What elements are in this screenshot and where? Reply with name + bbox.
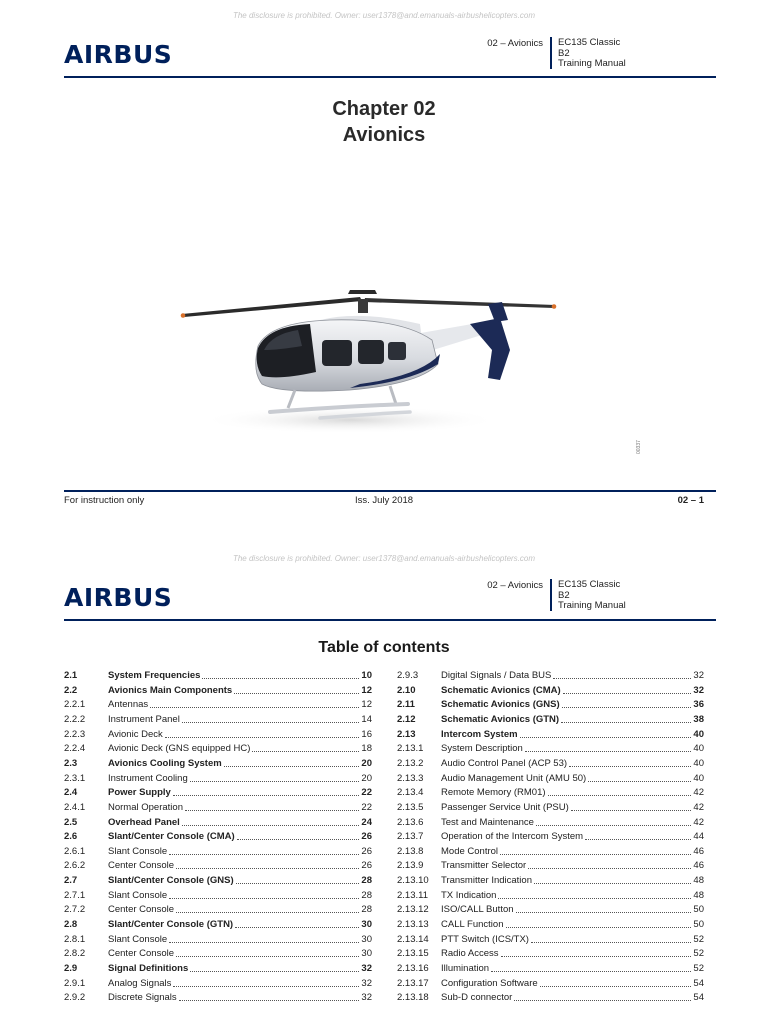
toc-entry[interactable] — [64, 727, 372, 741]
toc-entry-title: Antennas — [108, 699, 149, 711]
toc-entry-page: 28 — [361, 875, 372, 887]
toc-entry-page: 30 — [361, 919, 372, 931]
toc-entry[interactable] — [397, 741, 704, 755]
toc-entry-title: Test and Maintenance — [441, 816, 534, 828]
toc-leader-dots — [569, 766, 691, 767]
header-meta — [558, 38, 626, 70]
toc-entry-page: 26 — [361, 845, 372, 857]
toc-entry-number: 2.6 — [64, 831, 78, 843]
toc-entry[interactable] — [397, 800, 704, 814]
toc-entry-title: Schematic Avionics (GNS) — [441, 699, 560, 711]
toc-entry[interactable] — [397, 917, 704, 931]
toc-entry-title: Radio Access — [441, 948, 499, 960]
toc-entry-page: 26 — [361, 860, 372, 872]
toc-leader-dots — [252, 751, 359, 752]
toc-leader-dots — [561, 722, 691, 723]
toc-leader-dots — [165, 737, 360, 738]
toc-entry-title: Passenger Service Unit (PSU) — [441, 801, 569, 813]
toc-entry-page: 36 — [693, 699, 704, 711]
toc-entry-number: 2.13.16 — [397, 963, 429, 974]
toc-entry[interactable] — [64, 741, 372, 755]
toc-leader-dots — [534, 883, 691, 884]
toc-entry-number: 2.7.2 — [64, 904, 86, 916]
toc-leader-dots — [531, 942, 691, 943]
toc-leader-dots — [553, 678, 691, 679]
toc-entry-title: Slant Console — [108, 845, 168, 857]
toc-entry[interactable] — [397, 785, 704, 799]
toc-entry-title: PTT Switch (ICS/TX) — [441, 933, 529, 945]
toc-entry-number: 2.2.3 — [64, 728, 86, 740]
toc-entry[interactable] — [397, 756, 704, 770]
toc-entry[interactable] — [397, 771, 704, 785]
toc-entry-page: 52 — [693, 948, 704, 960]
footer-center: Iss. July 2018 — [354, 495, 414, 506]
toc-leader-dots — [540, 986, 692, 987]
toc-entry-number: 2.13.10 — [397, 875, 429, 887]
toc-entry-page: 30 — [361, 948, 372, 960]
toc-entry[interactable] — [64, 815, 372, 829]
toc-entry-page: 12 — [361, 684, 372, 696]
toc-entry-page: 52 — [693, 933, 704, 945]
toc-entry-page: 42 — [693, 801, 704, 813]
toc-entry-page: 32 — [693, 670, 704, 681]
toc-leader-dots — [173, 795, 360, 796]
toc-entry-title: Avionic Deck — [108, 728, 163, 740]
toc-leader-dots — [563, 693, 692, 694]
footer-left: For instruction only — [64, 495, 145, 506]
toc-leader-dots — [506, 927, 692, 928]
toc-entry-page: 20 — [361, 757, 372, 769]
toc-entry[interactable] — [397, 946, 704, 960]
toc-entry[interactable] — [397, 873, 704, 887]
toc-entry-title: Mode Control — [441, 845, 499, 857]
toc-leader-dots — [562, 707, 692, 708]
toc-entry-number: 2.8.1 — [64, 933, 86, 945]
toc-entry-title: Analog Signals — [108, 977, 172, 989]
toc-entry-title: Illumination — [441, 963, 490, 974]
toc-entry-page: 14 — [361, 713, 372, 725]
airbus-logo: AIRBUS — [64, 40, 173, 69]
toc-entry-page: 10 — [361, 670, 372, 681]
toc-entry[interactable] — [64, 683, 372, 697]
toc-entry[interactable] — [397, 990, 704, 1004]
toc-leader-dots — [536, 825, 691, 826]
toc-entry[interactable] — [64, 932, 372, 946]
toc-entry[interactable] — [397, 858, 704, 872]
toc-entry-page: 54 — [693, 992, 704, 1004]
toc-entry-title: CALL Function — [441, 919, 504, 931]
toc-entry[interactable] — [64, 697, 372, 711]
toc-entry[interactable] — [397, 888, 704, 902]
toc-entry[interactable] — [397, 697, 704, 711]
toc-leader-dots — [182, 722, 360, 723]
toc-leader-dots — [514, 1000, 691, 1001]
toc-entry-page: 48 — [693, 889, 704, 901]
toc-entry-page: 40 — [693, 743, 704, 755]
toc-entry-page: 22 — [361, 801, 372, 813]
toc-entry-title: Avionics Cooling System — [108, 757, 222, 769]
toc-leader-dots — [528, 868, 691, 869]
toc-entry-number: 2.4 — [64, 787, 78, 799]
toc-entry-number: 2.9.2 — [64, 992, 86, 1004]
toc-entry-number: 2.2.2 — [64, 713, 86, 725]
toc-entry[interactable] — [397, 976, 704, 990]
toc-entry-page: 46 — [693, 845, 704, 857]
toc-entry-title: Sub-D connector — [441, 992, 513, 1004]
toc-leader-dots — [224, 766, 360, 767]
toc-entry-page: 46 — [693, 860, 704, 872]
helicopter-illustration — [170, 280, 570, 450]
toc-leader-dots — [202, 678, 359, 679]
toc-leader-dots — [190, 781, 360, 782]
header-rule — [64, 76, 716, 78]
toc-entry-page: 28 — [361, 904, 372, 916]
toc-entry[interactable] — [64, 990, 372, 1004]
watermark: The disclosure is prohibited. Owner: user1378@and.emanuals-airbushelicopters.com — [232, 11, 536, 20]
toc-entry-number: 2.13 — [397, 728, 416, 740]
header-aircraft: EC135 Classic — [558, 579, 621, 590]
toc-entry-page: 38 — [693, 713, 704, 725]
toc-entry-title: Normal Operation — [108, 801, 183, 813]
toc-entry-number: 2.13.12 — [397, 904, 429, 916]
toc-leader-dots — [235, 927, 359, 928]
header-manual: Training Manual — [558, 600, 626, 611]
toc-entry[interactable] — [64, 712, 372, 726]
toc-entry-page: 28 — [361, 889, 372, 901]
toc-entry-page: 30 — [361, 933, 372, 945]
toc-entry[interactable] — [397, 668, 704, 682]
toc-entry[interactable] — [64, 800, 372, 814]
toc-entry-number: 2.3.1 — [64, 772, 86, 784]
toc-entry[interactable] — [64, 976, 372, 990]
toc-entry-page: 32 — [361, 963, 372, 974]
toc-entry-number: 2.6.1 — [64, 845, 86, 857]
toc-entry-page: 44 — [693, 831, 704, 843]
toc-entry-number: 2.2.4 — [64, 743, 86, 755]
toc-entry-title: Configuration Software — [441, 977, 538, 989]
toc-entry-number: 2.12 — [397, 713, 416, 725]
toc-entry[interactable] — [64, 785, 372, 799]
toc-entry[interactable] — [64, 917, 372, 931]
toc-entry-title: Avionic Deck (GNS equipped HC) — [108, 743, 251, 755]
airbus-logo: AIRBUS — [64, 583, 173, 612]
toc-entry-title: TX Indication — [441, 889, 497, 901]
toc-entry-page: 26 — [361, 831, 372, 843]
toc-entry-number: 2.13.7 — [397, 831, 424, 843]
toc-entry-title: Slant Console — [108, 889, 168, 901]
toc-entry-page: 54 — [693, 977, 704, 989]
toc-entry-title: Signal Definitions — [108, 963, 189, 974]
toc-entry[interactable] — [397, 961, 704, 975]
toc-entry-title: Schematic Avionics (GTN) — [441, 713, 560, 725]
toc-entry-page: 24 — [361, 816, 372, 828]
toc-entry-title: Slant/Center Console (CMA) — [108, 831, 235, 843]
toc-entry-title: Transmitter Selector — [441, 860, 527, 872]
toc-entry-number: 2.7.1 — [64, 889, 86, 901]
toc-leader-dots — [185, 810, 359, 811]
toc-leader-dots — [169, 854, 359, 855]
toc-entry-title: Slant/Center Console (GNS) — [108, 875, 234, 887]
toc-entry[interactable] — [64, 946, 372, 960]
toc-entry-title: System Frequencies — [108, 670, 201, 681]
toc-entry[interactable] — [64, 829, 372, 843]
toc-entry-number: 2.13.14 — [397, 933, 429, 945]
chapter-name: Avionics — [342, 124, 426, 146]
toc-entry[interactable] — [397, 712, 704, 726]
toc-leader-dots — [173, 986, 359, 987]
header-rule — [64, 619, 716, 621]
toc-leader-dots — [169, 898, 359, 899]
toc-entry[interactable] — [397, 727, 704, 741]
toc-leader-dots — [150, 707, 359, 708]
toc-entry-title: Center Console — [108, 904, 175, 916]
toc-entry[interactable] — [64, 902, 372, 916]
toc-entry-page: 20 — [361, 772, 372, 784]
toc-entry-number: 2.13.6 — [397, 816, 424, 828]
toc-entry-page: 50 — [693, 904, 704, 916]
header-module: 02 – Avionics — [487, 580, 543, 591]
image-code: 00337 — [636, 440, 642, 454]
toc-entry-title: Power Supply — [108, 787, 171, 799]
toc-leader-dots — [236, 883, 360, 884]
toc-entry-number: 2.4.1 — [64, 801, 86, 813]
footer-rule — [64, 490, 716, 492]
toc-leader-dots — [179, 1000, 360, 1001]
toc-entry-page: 12 — [361, 699, 372, 711]
header-variant: B2 — [558, 47, 570, 59]
toc-entry-title: Transmitter Indication — [441, 875, 532, 887]
header-divider — [550, 37, 552, 69]
toc-leader-dots — [176, 956, 359, 957]
toc-leader-dots — [548, 795, 692, 796]
toc-entry-page: 52 — [693, 963, 704, 974]
toc-entry-title: Slant Console — [108, 933, 168, 945]
toc-entry-number: 2.13.8 — [397, 845, 424, 857]
toc-entry-page: 40 — [693, 757, 704, 769]
toc-leader-dots — [237, 839, 360, 840]
toc-entry[interactable] — [64, 858, 372, 872]
toc-entry-title: Avionics Main Components — [108, 684, 233, 696]
toc-entry-number: 2.13.17 — [397, 977, 429, 989]
toc-entry-title: Remote Memory (RM01) — [441, 787, 546, 799]
toc-entry-title: Digital Signals / Data BUS — [441, 670, 552, 681]
toc-entry-number: 2.9.3 — [397, 670, 419, 681]
toc-entry[interactable] — [397, 815, 704, 829]
toc-entry-number: 2.8 — [64, 919, 78, 931]
toc-entry-number: 2.13.5 — [397, 801, 424, 813]
toc-entry-number: 2.3 — [64, 757, 78, 769]
toc-leader-dots — [176, 868, 359, 869]
toc-entry[interactable] — [64, 873, 372, 887]
toc-entry[interactable] — [397, 829, 704, 843]
toc-entry[interactable] — [397, 902, 704, 916]
toc-leader-dots — [500, 854, 691, 855]
header-module: 02 – Avionics — [487, 38, 543, 49]
chapter-title — [0, 96, 768, 148]
toc-entry-title: Instrument Cooling — [108, 772, 188, 784]
toc-entry-title: Schematic Avionics (CMA) — [441, 684, 561, 696]
toc-entry-page: 42 — [693, 787, 704, 799]
toc-entry-page: 32 — [361, 992, 372, 1004]
toc-entry[interactable] — [64, 756, 372, 770]
toc-entry-number: 2.8.2 — [64, 948, 86, 960]
toc-entry-number: 2.13.4 — [397, 787, 424, 799]
toc-entry-page: 32 — [693, 684, 704, 696]
toc-entry-page: 40 — [693, 728, 704, 740]
header-manual: Training Manual — [558, 58, 626, 69]
toc-entry-number: 2.13.13 — [397, 919, 429, 931]
toc-entry-page: 42 — [693, 816, 704, 828]
toc-entry-title: Overhead Panel — [108, 816, 180, 828]
toc-leader-dots — [571, 810, 692, 811]
toc-entry-number: 2.9 — [64, 963, 78, 974]
toc-entry[interactable] — [397, 932, 704, 946]
toc-entry-number: 2.2 — [64, 684, 78, 696]
toc-leader-dots — [190, 971, 359, 972]
toc-entry-title: Discrete Signals — [108, 992, 177, 1004]
toc-entry-page: 48 — [693, 875, 704, 887]
toc-entry-title: Audio Management Unit (AMU 50) — [441, 772, 587, 784]
toc-entry-number: 2.13.2 — [397, 757, 424, 769]
chapter-number: Chapter 02 — [332, 98, 436, 120]
toc-entry[interactable] — [397, 844, 704, 858]
toc-entry-page: 40 — [693, 772, 704, 784]
toc-leader-dots — [588, 781, 691, 782]
toc-entry[interactable] — [64, 668, 372, 682]
toc-entry-title: Operation of the Intercom System — [441, 831, 584, 843]
toc-entry-page: 16 — [361, 728, 372, 740]
toc-entry-number: 2.2.1 — [64, 699, 86, 711]
header-meta — [558, 580, 626, 612]
toc-column-right — [397, 668, 704, 1008]
toc-entry-title: Slant/Center Console (GTN) — [108, 919, 234, 931]
toc-entry-page: 32 — [361, 977, 372, 989]
header-aircraft: EC135 Classic — [558, 37, 621, 48]
toc-leader-dots — [176, 912, 359, 913]
toc-entry-number: 2.1 — [64, 670, 78, 681]
toc-leader-dots — [516, 912, 692, 913]
toc-entry-number: 2.13.15 — [397, 948, 429, 960]
toc-entry-number: 2.13.18 — [397, 992, 429, 1004]
toc-entry-number: 2.9.1 — [64, 977, 86, 989]
toc-entry-page: 50 — [693, 919, 704, 931]
toc-entry[interactable] — [64, 888, 372, 902]
toc-title: Table of contents — [318, 639, 450, 656]
toc-entry[interactable] — [64, 844, 372, 858]
toc-entry-title: ISO/CALL Button — [441, 904, 514, 916]
toc-leader-dots — [182, 825, 360, 826]
toc-entry-title: Audio Control Panel (ACP 53) — [441, 757, 568, 769]
watermark: The disclosure is prohibited. Owner: user1378@and.emanuals-airbushelicopters.com — [232, 554, 536, 563]
toc-entry-title: Center Console — [108, 948, 175, 960]
toc-leader-dots — [169, 942, 359, 943]
toc-entry-number: 2.10 — [397, 684, 416, 696]
toc-leader-dots — [585, 839, 691, 840]
toc-entry-title: Intercom System — [441, 728, 518, 740]
toc-entry[interactable] — [397, 683, 704, 697]
toc-entry-title: Center Console — [108, 860, 175, 872]
toc-entry-page: 22 — [361, 787, 372, 799]
toc-entry-number: 2.6.2 — [64, 860, 86, 872]
toc-leader-dots — [501, 956, 692, 957]
toc-entry-number: 2.13.9 — [397, 860, 424, 872]
header-variant: B2 — [558, 589, 570, 601]
toc-leader-dots — [498, 898, 691, 899]
toc-entry-number: 2.13.3 — [397, 772, 424, 784]
toc-entry-title: Instrument Panel — [108, 713, 180, 725]
toc-leader-dots — [234, 693, 359, 694]
toc-entry[interactable] — [64, 771, 372, 785]
toc-leader-dots — [491, 971, 691, 972]
toc-entry-number: 2.5 — [64, 816, 78, 828]
toc-entry-number: 2.11 — [397, 699, 415, 711]
toc-entry-number: 2.7 — [64, 875, 78, 887]
toc-entry-number: 2.13.11 — [397, 889, 428, 901]
page-number: 02 – 1 — [677, 495, 704, 506]
toc-entry-title: System Description — [441, 743, 523, 755]
toc-leader-dots — [520, 737, 692, 738]
toc-entry[interactable] — [64, 961, 372, 975]
toc-leader-dots — [525, 751, 692, 752]
toc-entry-number: 2.13.1 — [397, 743, 424, 755]
header-divider — [550, 579, 552, 611]
toc-entry-page: 18 — [361, 743, 372, 755]
toc-column-left — [64, 668, 372, 1008]
